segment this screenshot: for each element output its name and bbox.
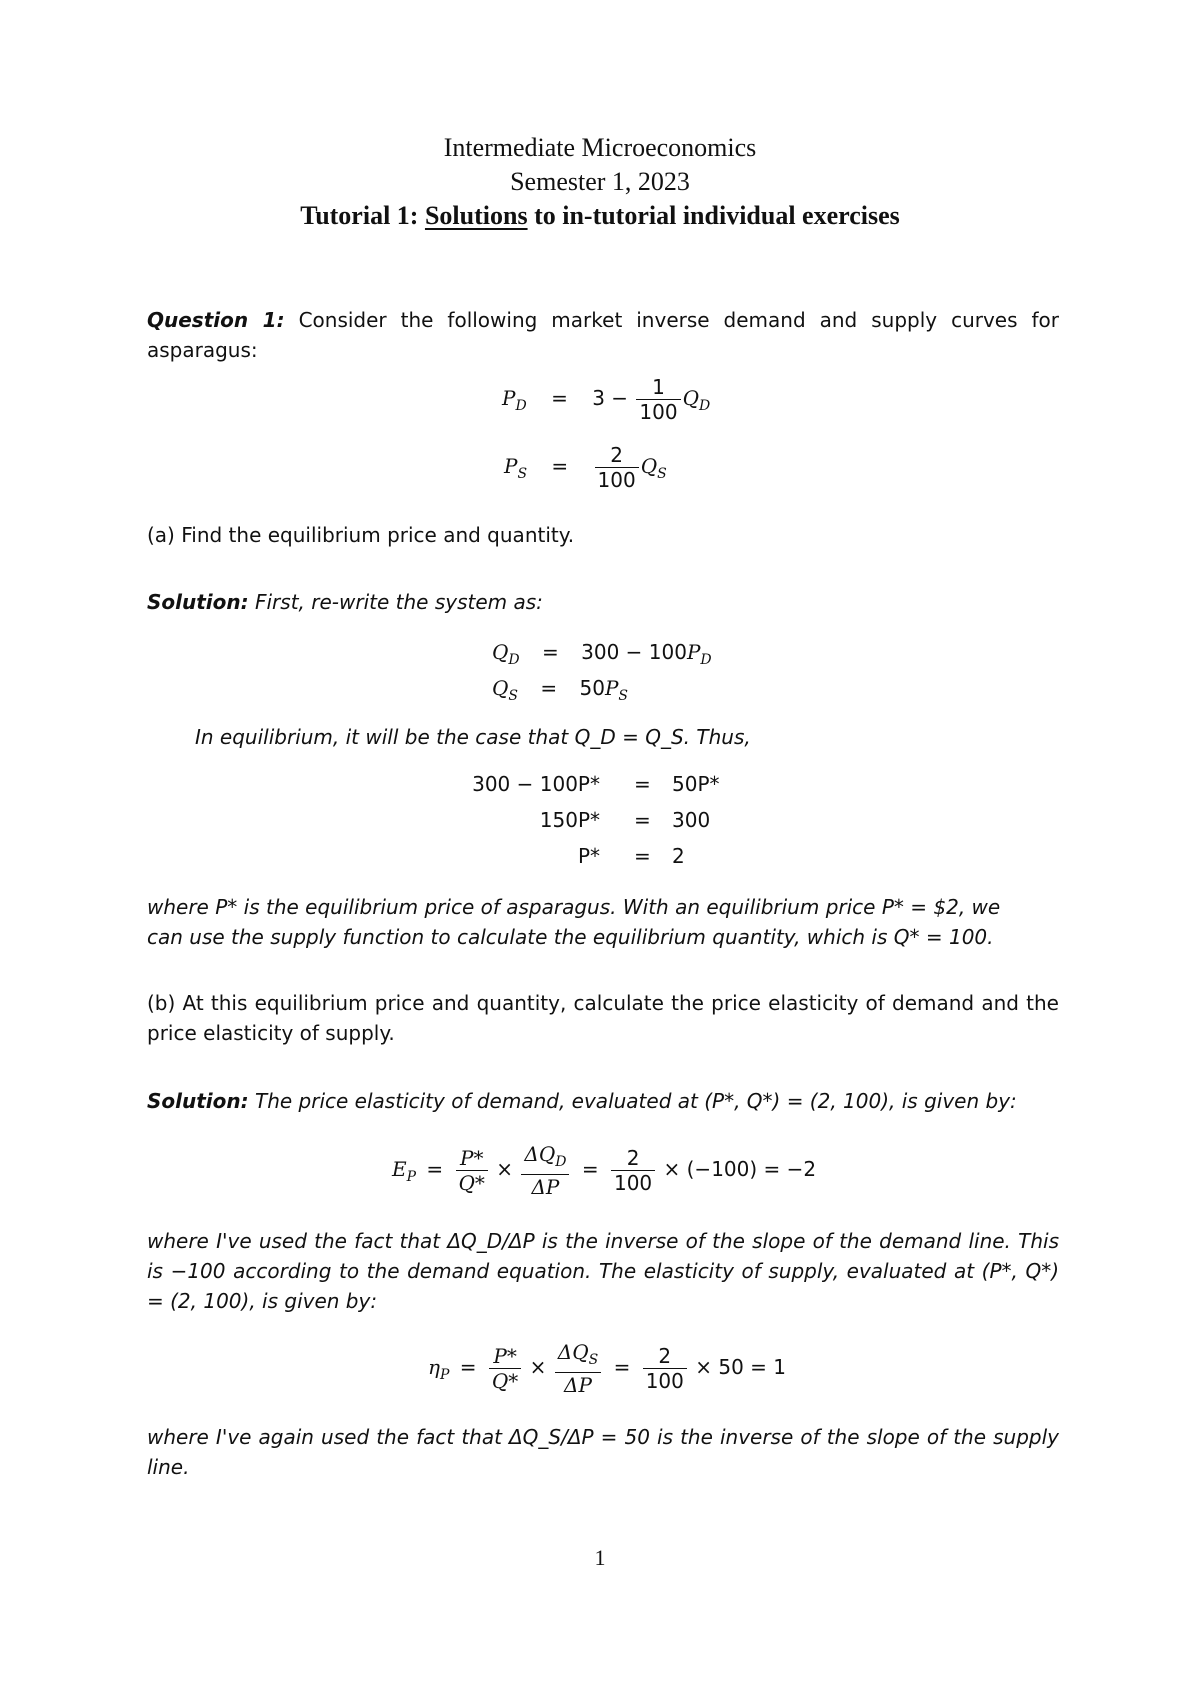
course-title: Intermediate Microeconomics	[443, 133, 757, 162]
es-f2-num	[555, 1340, 601, 1372]
demand-frac-num: 1	[652, 375, 665, 399]
step-3-equals: =	[634, 844, 651, 868]
supply-elasticity-equation: $\eta_P$ = $\frac{P*}{Q*}$ × $\frac{\Delta Q_S}{\Delta P}$ = $\frac{2}{100}$ × 50 = 1	[428, 1340, 787, 1397]
es-f3-num: 2	[658, 1344, 672, 1368]
rewrite-supply-rhs-var: P	[604, 676, 619, 700]
ed-tail: × (−100) = −2	[663, 1157, 817, 1181]
rewrite-demand-rhs-var: P	[686, 640, 701, 664]
step-3-lhs: P*	[577, 844, 600, 868]
step-1-rhs: 50P*	[672, 772, 720, 796]
supply-frac-num: 2	[610, 443, 623, 467]
question-1-label: Question 1:	[147, 308, 285, 332]
supply-frac-den: 100	[595, 467, 639, 492]
ed-f3-num: 2	[626, 1146, 640, 1170]
supply-fraction	[595, 443, 639, 492]
supply-equation	[504, 443, 667, 492]
supply-var: Q	[640, 454, 658, 478]
ed-f2-num	[521, 1142, 569, 1174]
es-frac-1	[489, 1344, 521, 1393]
rewrite-demand-equals: =	[542, 640, 559, 664]
rewrite-demand-rhs-sub: D	[700, 652, 712, 668]
es-tail: × 50 = 1	[695, 1355, 787, 1379]
supply-equals: =	[551, 454, 569, 478]
step-2-equals: =	[634, 808, 651, 832]
ed-frac-2	[521, 1142, 569, 1199]
part-a-conclusion-line-1: where P* is the equilibrium price of asparagus. With an equilibrium price P* = $2, we	[147, 895, 1001, 919]
step-2-lhs: 150P*	[539, 808, 600, 832]
ed-lhs: E	[392, 1157, 407, 1181]
es-f2-num-sub: S	[588, 1352, 599, 1368]
ed-f2-num-text: ΔQ	[524, 1142, 556, 1166]
rewrite-demand-rhs: 300 − 100	[581, 640, 687, 664]
tutorial-title	[0, 200, 1200, 232]
supply-var-sub: S	[657, 466, 667, 482]
rewrite-supply-rhs: 50	[579, 676, 605, 700]
step-2-rhs: 300	[672, 808, 711, 832]
step-1-lhs: 300 − 100P*	[472, 772, 600, 796]
part-a-solution-text: First, re-write the system as:	[248, 590, 543, 614]
es-lhs: η	[428, 1355, 440, 1379]
step-3-rhs: 2	[672, 844, 685, 868]
title-underlined: Solutions	[424, 201, 528, 230]
es-lhs-sub: P	[439, 1367, 450, 1383]
rewrite-demand-lhs: Q	[492, 640, 509, 664]
step-1-equals: =	[634, 772, 651, 796]
supply-lhs-sub: S	[517, 466, 528, 482]
es-f2-num-text: ΔQ	[557, 1340, 589, 1364]
supply-lhs: P	[504, 454, 518, 478]
page-number: 1	[594, 1545, 606, 1570]
ed-frac-1	[456, 1146, 488, 1195]
demand-elasticity-equation: $E_P$ = $\frac{P*}{Q*}$ × $\frac{\Delta Q_D}{\Delta P}$ = $\frac{2}{100}$ × (−100) = −2	[392, 1142, 817, 1199]
part-b-final-note: where I've again used the fact that ΔQ_S/ΔP = 50 is the inverse of the slope of the supply line.	[147, 1425, 1059, 1479]
demand-var: Q	[682, 386, 699, 410]
rewrite-supply-equals: =	[540, 676, 558, 700]
question-1-body: Consider the following market inverse demand and supply curves for asparagus:	[147, 308, 1059, 362]
es-frac-2	[555, 1340, 601, 1397]
question-1-text	[147, 305, 1059, 365]
es-f1-num: P*	[493, 1344, 517, 1368]
es-f1-den: Q*	[489, 1368, 521, 1393]
part-b-solution-intro	[147, 1086, 1059, 1116]
ed-f1-num: P*	[459, 1146, 484, 1170]
rewrite-supply-lhs: Q	[492, 676, 509, 700]
demand-equation	[502, 375, 710, 424]
equilibrium-condition-text: In equilibrium, it will be the case that Q_D = Q_S. Thus,	[195, 725, 751, 749]
ed-f2-den: ΔP	[521, 1174, 569, 1199]
es-f2-den: ΔP	[555, 1372, 601, 1397]
demand-frac-den: 100	[636, 399, 680, 424]
demand-lhs: P	[502, 386, 516, 410]
rewrite-supply-rhs-sub: S	[618, 688, 628, 704]
part-a-prompt: (a) Find the equilibrium price and quantity.	[147, 523, 575, 547]
rewrite-row-demand	[492, 640, 712, 672]
semester-line: Semester 1, 2023	[510, 167, 690, 196]
part-a-conclusion-line-2: can use the supply function to calculate the equilibrium quantity, which is Q* = 100.	[147, 925, 994, 949]
title-prefix: Tutorial 1:	[300, 201, 425, 230]
ed-lhs-sub: P	[406, 1169, 417, 1185]
rewrite-demand-lhs-sub: D	[508, 652, 520, 668]
title-suffix: to in-tutorial individual exercises	[527, 201, 900, 230]
part-b-solution-label: Solution:	[147, 1089, 249, 1113]
ed-f2-num-sub: D	[555, 1154, 567, 1170]
part-b-solution-text: The price elasticity of demand, evaluated at (P*, Q*) = (2, 100), is given by:	[248, 1089, 1017, 1113]
part-a-solution-intro	[147, 587, 1059, 617]
rewrite-supply-lhs-sub: S	[508, 688, 518, 704]
part-a-solution-label: Solution:	[147, 590, 249, 614]
es-frac-3	[643, 1344, 687, 1393]
part-b-prompt: (b) At this equilibrium price and quantity, calculate the price elasticity of demand and the price elasticity of supply.	[147, 991, 1059, 1045]
demand-equals: =	[551, 386, 568, 410]
ed-frac-3	[611, 1146, 655, 1195]
rewrite-row-supply	[492, 676, 628, 708]
part-b-explanation: where I've used the fact that ΔQ_D/ΔP is the inverse of the slope of the demand line. This is −100 according to the demand equation. The elasticity of supply, evaluated at (P*, Q*) = (2, 100), is given by:	[147, 1229, 1059, 1313]
demand-lhs-sub: D	[515, 398, 527, 414]
es-f3-den: 100	[643, 1368, 687, 1393]
ed-f3-den: 100	[611, 1170, 655, 1195]
ed-f1-den: Q*	[456, 1170, 488, 1195]
demand-fraction	[636, 375, 680, 424]
demand-var-sub: D	[698, 398, 711, 414]
demand-const: 3 −	[592, 386, 629, 410]
